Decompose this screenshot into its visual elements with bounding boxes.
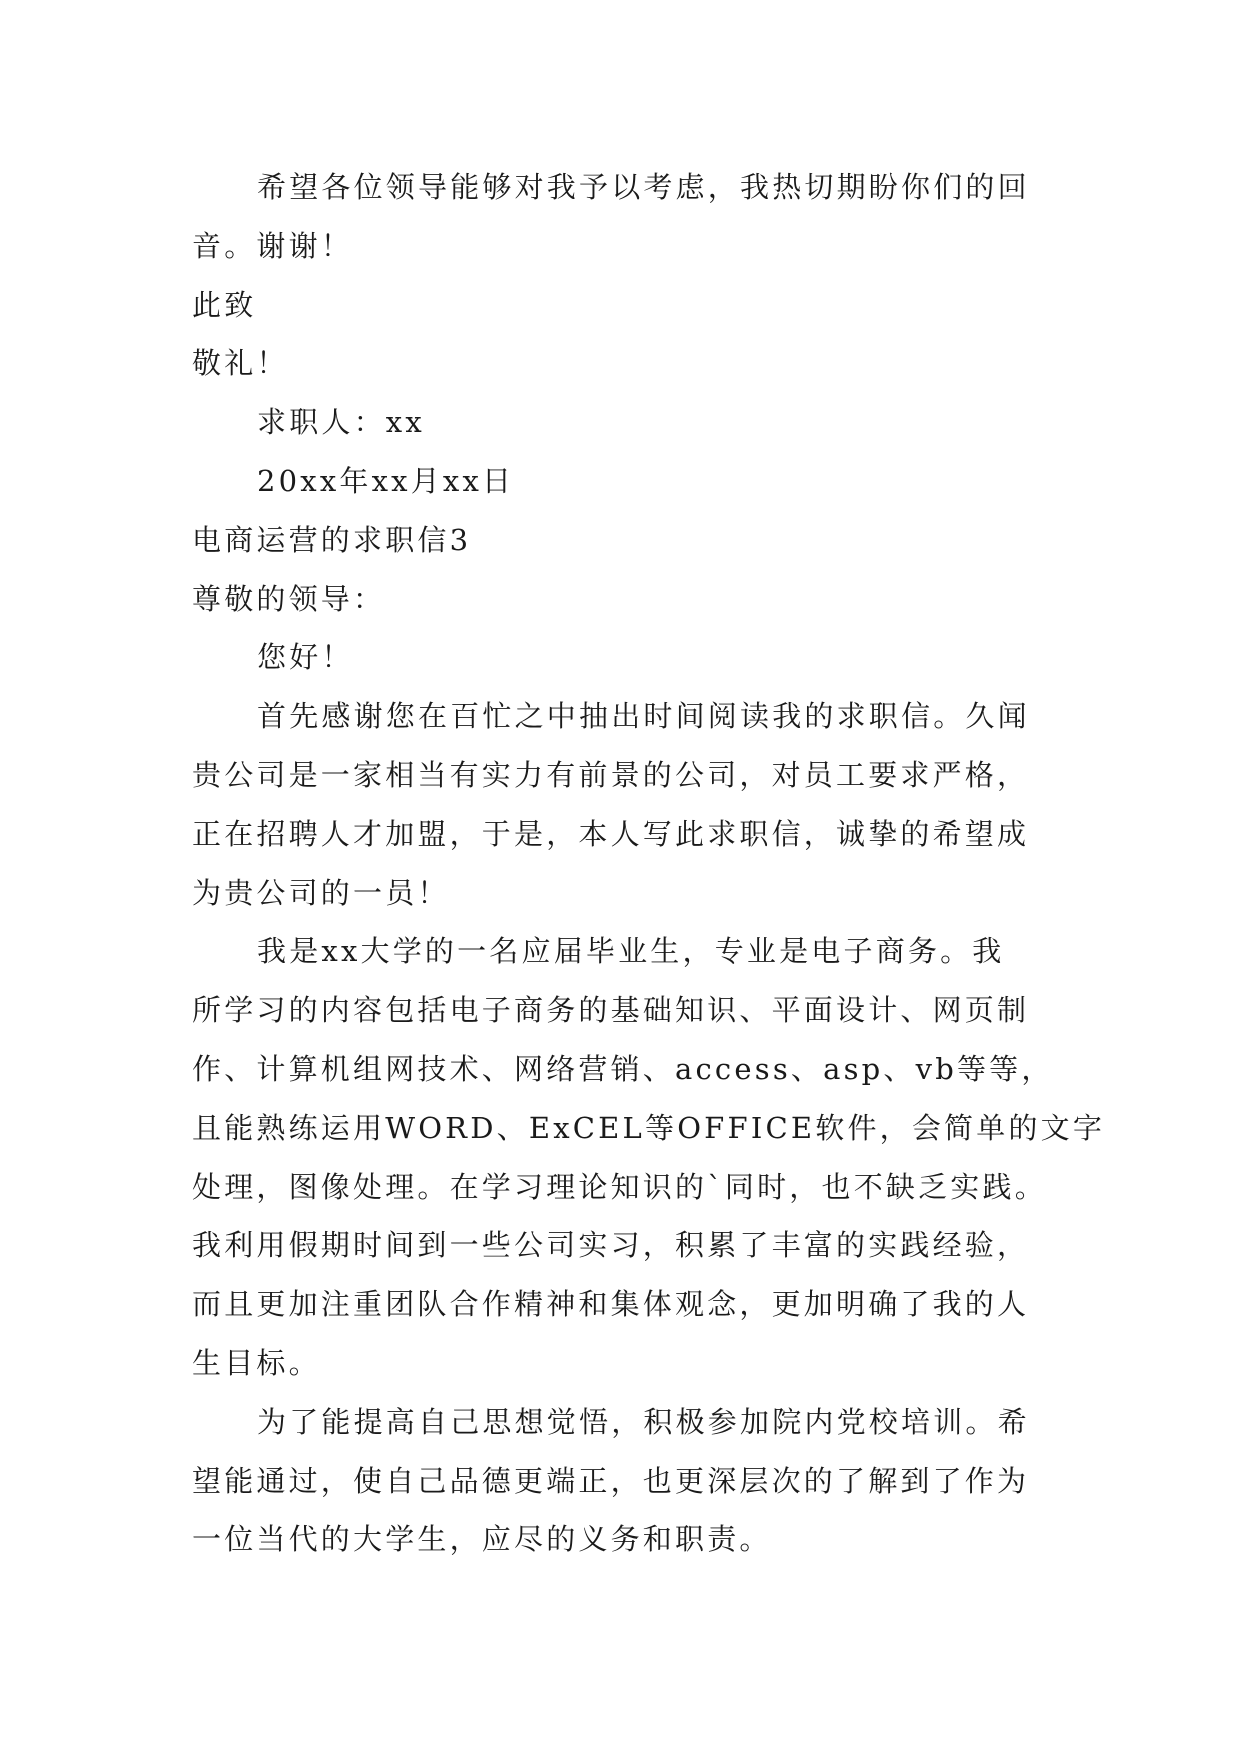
greeting-hello: 您好！ <box>257 640 354 675</box>
closing-regards: 敬礼！ <box>192 346 289 381</box>
paragraph-line: 而且更加注重团队合作精神和集体观念，更加明确了我的人 <box>192 1287 1030 1322</box>
paragraph-line: 音。谢谢！ <box>192 228 354 263</box>
paragraph-line: 我利用假期时间到一些公司实习，积累了丰富的实践经验， <box>192 1228 1030 1263</box>
paragraph-line: 望能通过，使自己品德更端正，也更深层次的了解到了作为 <box>192 1463 1030 1498</box>
paragraph-line: 作、计算机组网技术、网络营销、access、asp、vb等等， <box>192 1051 1054 1086</box>
paragraph-line: 且能熟练运用WORD、ExCEL等OFFICE软件，会简单的文字 <box>192 1110 1106 1145</box>
paragraph-line: 贵公司是一家相当有实力有前景的公司，对员工要求严格， <box>192 757 1030 792</box>
paragraph-line: 生目标。 <box>192 1345 321 1380</box>
paragraph-line: 处理，图像处理。在学习理论知识的`同时，也不缺乏实践。 <box>192 1169 1047 1204</box>
section-title: 电商运营的求职信3 <box>192 522 472 557</box>
paragraph-line: 正在招聘人才加盟，于是，本人写此求职信，诚挚的希望成 <box>192 816 1030 851</box>
paragraph-line: 首先感谢您在百忙之中抽出时间阅读我的求职信。久闻 <box>257 699 1030 734</box>
letter-body <box>192 158 1106 1569</box>
paragraph-line: 所学习的内容包括电子商务的基础知识、平面设计、网页制 <box>192 993 1030 1028</box>
paragraph-line: 希望各位领导能够对我予以考虑，我热切期盼你们的回 <box>257 170 1030 204</box>
paragraph-line: 为了能提高自己思想觉悟，积极参加院内党校培训。希 <box>257 1404 1030 1439</box>
signature-applicant: 求职人：xx <box>257 405 425 440</box>
greeting-recipient: 尊敬的领导： <box>192 581 386 616</box>
paragraph-line: 我是xx大学的一名应届毕业生，专业是电子商务。我 <box>257 934 1005 969</box>
closing-salutation: 此致 <box>192 287 257 322</box>
paragraph-line: 为贵公司的一员！ <box>192 875 450 910</box>
signature-date: 20xx年xx月xx日 <box>257 463 515 498</box>
paragraph-line: 一位当代的大学生，应尽的义务和职责。 <box>192 1522 772 1557</box>
